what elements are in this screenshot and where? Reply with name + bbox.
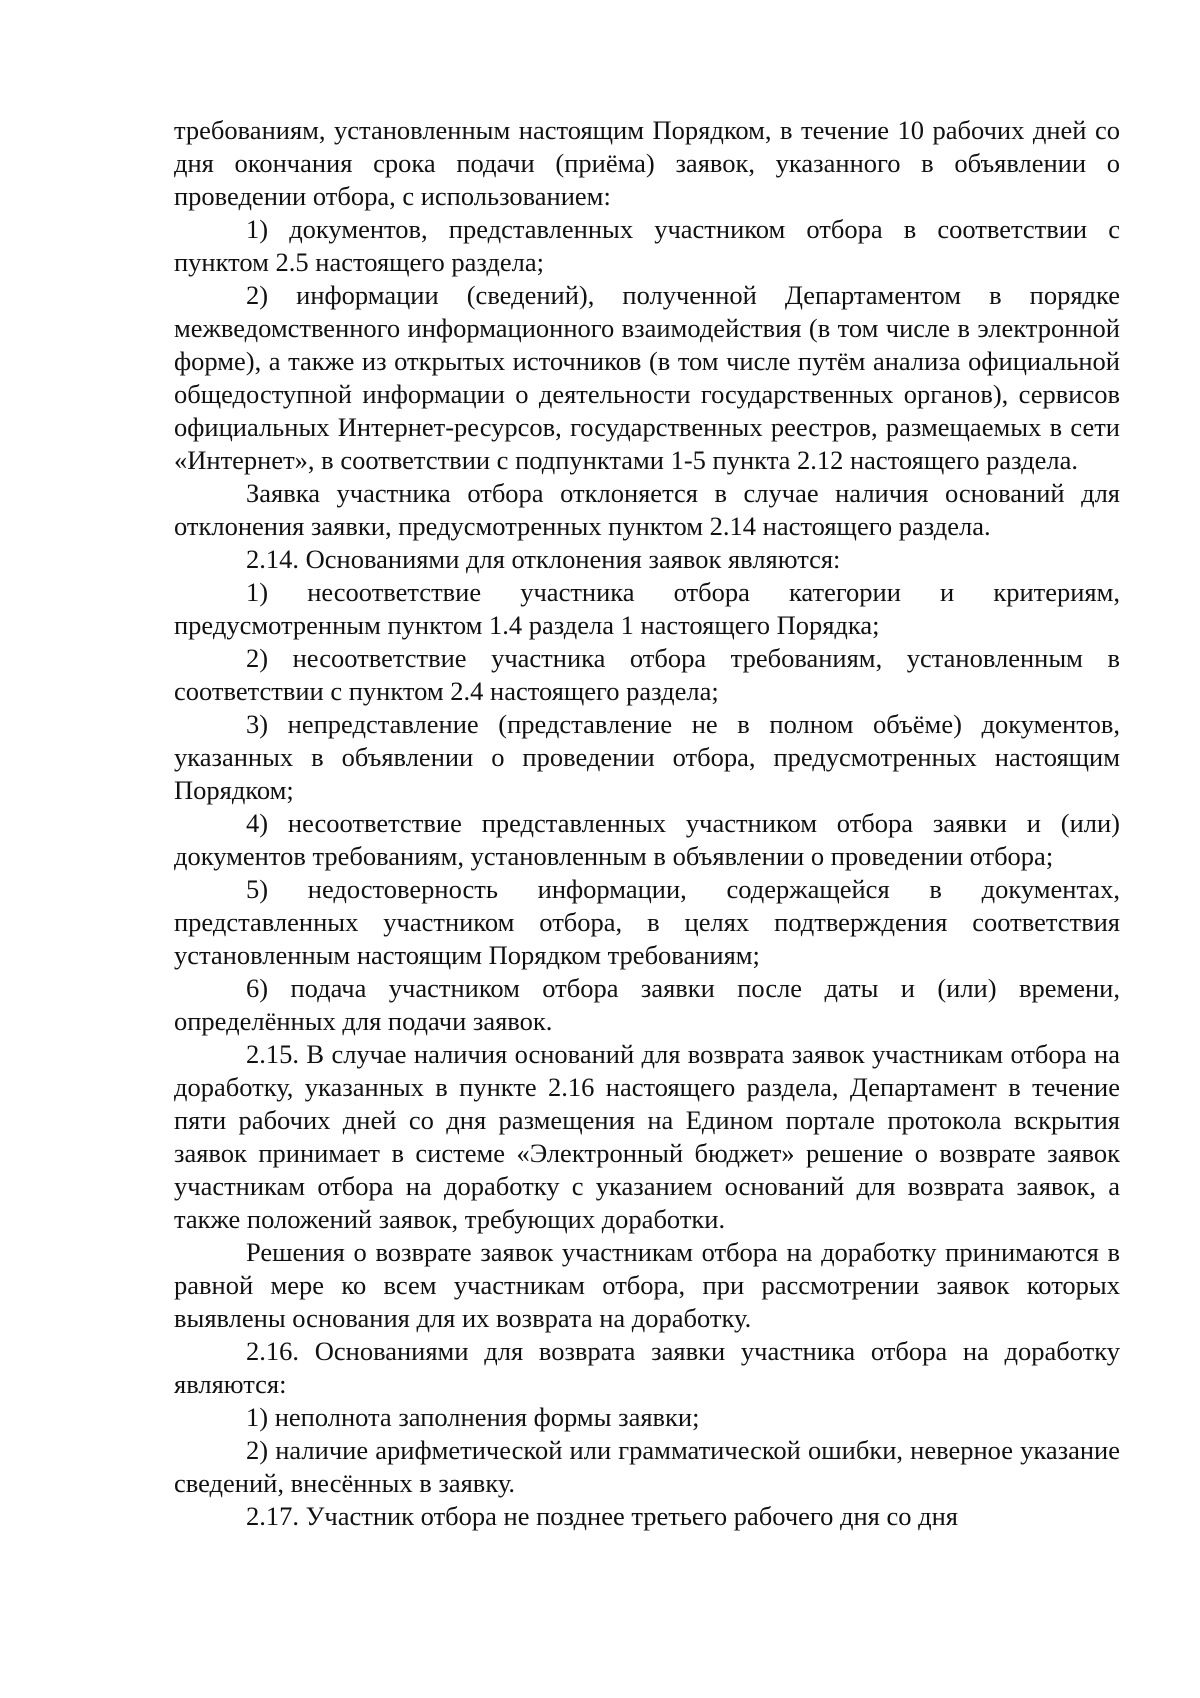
paragraph: 2.15. В случае наличия оснований для возврата заявок участникам отбора на доработку, указанных в пункте 2.16 настоящего раздела, Департамент в течение пяти рабочих дней со дня размещения на Едином портале протокола вскрытия заявок принимает в системе «Электронный бюджет» решение о возврате заявок участникам отбора на доработку с указанием оснований для возврата заявок, а также положений заявок, требующих доработки. xyxy=(174,1039,1120,1234)
paragraph: Заявка участника отбора отклоняется в случае наличия оснований для отклонения заявки, предусмотренных пунктом 2.14 настоящего раздела. xyxy=(174,478,1120,541)
paragraph: 5) недостоверность информации, содержащейся в документах, представленных участником отбора, в целях подтверждения соответствия установленным настоящим Порядком требованиям; xyxy=(174,874,1120,970)
paragraph: 1) документов, представленных участником отбора в соответствии с пунктом 2.5 настоящего раздела; xyxy=(174,214,1120,277)
paragraph: 1) несоответствие участника отбора категории и критериям, предусмотренным пунктом 1.4 раздела 1 настоящего Порядка; xyxy=(174,577,1120,640)
paragraph: 2.14. Основаниями для отклонения заявок являются: xyxy=(246,544,841,574)
paragraph: 1) неполнота заполнения формы заявки; xyxy=(246,1402,700,1432)
paragraph: 2.16. Основаниями для возврата заявки участника отбора на доработку являются: xyxy=(174,1336,1120,1399)
paragraph: Решения о возврате заявок участникам отбора на доработку принимаются в равной мере ко всем участникам отбора, при рассмотрении заявок которых выявлены основания для их возврата на доработку. xyxy=(174,1237,1120,1333)
paragraph: требованиям, установленным настоящим Порядком, в течение 10 рабочих дней со дня окончания срока подачи (приёма) заявок, указанного в объявлении о проведении отбора, с использованием: xyxy=(174,115,1120,211)
paragraph: 2) информации (сведений), полученной Департаментом в порядке межведомственного информационного взаимодействия (в том числе в электронной форме), а также из открытых источников (в том числе путём анализа официальной общедоступной информации о деятельности государственных органов), сервисов официальных Интернет-ресурсов, государственных реестров, размещаемых в сети «Интернет», в соответствии с подпунктами 1-5 пункта 2.12 настоящего раздела. xyxy=(174,280,1120,475)
document-page xyxy=(174,114,1120,1533)
paragraph: 6) подача участником отбора заявки после даты и (или) времени, определённых для подачи заявок. xyxy=(174,973,1120,1036)
paragraph: 2.17. Участник отбора не позднее третьего рабочего дня со дня xyxy=(246,1501,958,1531)
paragraph: 3) непредставление (представление не в полном объёме) документов, указанных в объявлении о проведении отбора, предусмотренных настоящим Порядком; xyxy=(174,709,1120,805)
paragraph: 2) несоответствие участника отбора требованиям, установленным в соответствии с пунктом 2.4 настоящего раздела; xyxy=(174,643,1120,706)
paragraph: 2) наличие арифметической или грамматической ошибки, неверное указание сведений, внесённых в заявку. xyxy=(174,1435,1120,1498)
paragraph: 4) несоответствие представленных участником отбора заявки и (или) документов требованиям, установленным в объявлении о проведении отбора; xyxy=(174,808,1120,871)
